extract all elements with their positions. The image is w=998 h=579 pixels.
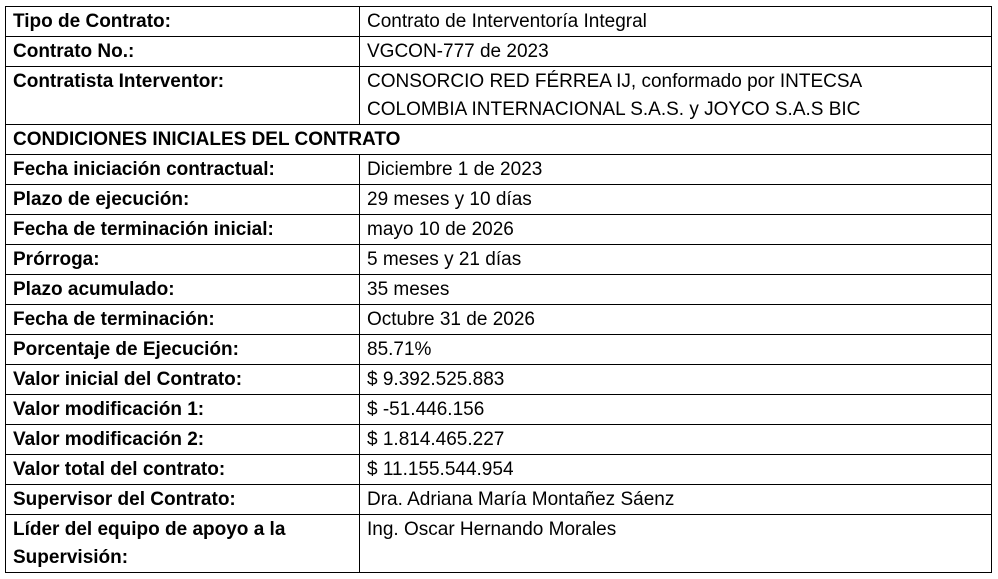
row-label: Fecha iniciación contractual:	[6, 155, 360, 185]
row-label: Fecha de terminación inicial:	[6, 215, 360, 245]
row-value: 5 meses y 21 días	[360, 245, 992, 275]
section-title: CONDICIONES INICIALES DEL CONTRATO	[6, 125, 992, 155]
leader-label	[6, 515, 360, 573]
contract-info-table	[5, 6, 992, 573]
table-row	[6, 67, 992, 125]
table-row	[6, 305, 992, 335]
row-value: 85.71%	[360, 335, 992, 365]
section-header-row	[6, 125, 992, 155]
contractor-value-line: COLOMBIA INTERNACIONAL S.A.S. y JOYCO S.A.S BIC	[367, 99, 861, 120]
table-row	[6, 245, 992, 275]
row-label: Plazo acumulado:	[6, 275, 360, 305]
table-row	[6, 275, 992, 305]
row-label: Porcentaje de Ejecución:	[6, 335, 360, 365]
row-value: VGCON-777 de 2023	[360, 37, 992, 67]
row-label: Fecha de terminación:	[6, 305, 360, 335]
table-row	[6, 185, 992, 215]
row-label: Valor inicial del Contrato:	[6, 365, 360, 395]
contractor-value	[360, 67, 992, 125]
leader-label-line: Supervisión:	[13, 547, 129, 568]
row-value: Dra. Adriana María Montañez Sáenz	[360, 485, 992, 515]
row-label: Prórroga:	[6, 245, 360, 275]
row-label: Valor modificación 2:	[6, 425, 360, 455]
table-row	[6, 395, 992, 425]
row-value: mayo 10 de 2026	[360, 215, 992, 245]
row-value: $ 1.814.465.227	[360, 425, 992, 455]
table-row	[6, 455, 992, 485]
leader-value: Ing. Oscar Hernando Morales	[360, 515, 992, 573]
row-value: Octubre 31 de 2026	[360, 305, 992, 335]
row-value: Contrato de Interventoría Integral	[360, 7, 992, 37]
row-value: Diciembre 1 de 2023	[360, 155, 992, 185]
row-label: Tipo de Contrato:	[6, 7, 360, 37]
row-label: Valor modificación 1:	[6, 395, 360, 425]
table-row	[6, 7, 992, 37]
table-row	[6, 515, 992, 573]
contractor-label: Contratista Interventor:	[6, 67, 360, 125]
table-row	[6, 425, 992, 455]
row-value: $ 11.155.544.954	[360, 455, 992, 485]
row-label: Contrato No.:	[6, 37, 360, 67]
row-value: 35 meses	[360, 275, 992, 305]
row-value: 29 meses y 10 días	[360, 185, 992, 215]
table-row	[6, 155, 992, 185]
table-row	[6, 37, 992, 67]
row-label: Valor total del contrato:	[6, 455, 360, 485]
row-value: $ -51.446.156	[360, 395, 992, 425]
row-label: Plazo de ejecución:	[6, 185, 360, 215]
contractor-value-line: CONSORCIO RED FÉRREA IJ, conformado por INTECSA	[367, 71, 863, 92]
table-row	[6, 335, 992, 365]
table-row	[6, 485, 992, 515]
row-value: $ 9.392.525.883	[360, 365, 992, 395]
row-label: Supervisor del Contrato:	[6, 485, 360, 515]
table-row	[6, 215, 992, 245]
table-row	[6, 365, 992, 395]
leader-label-line: Líder del equipo de apoyo a la	[13, 519, 286, 540]
